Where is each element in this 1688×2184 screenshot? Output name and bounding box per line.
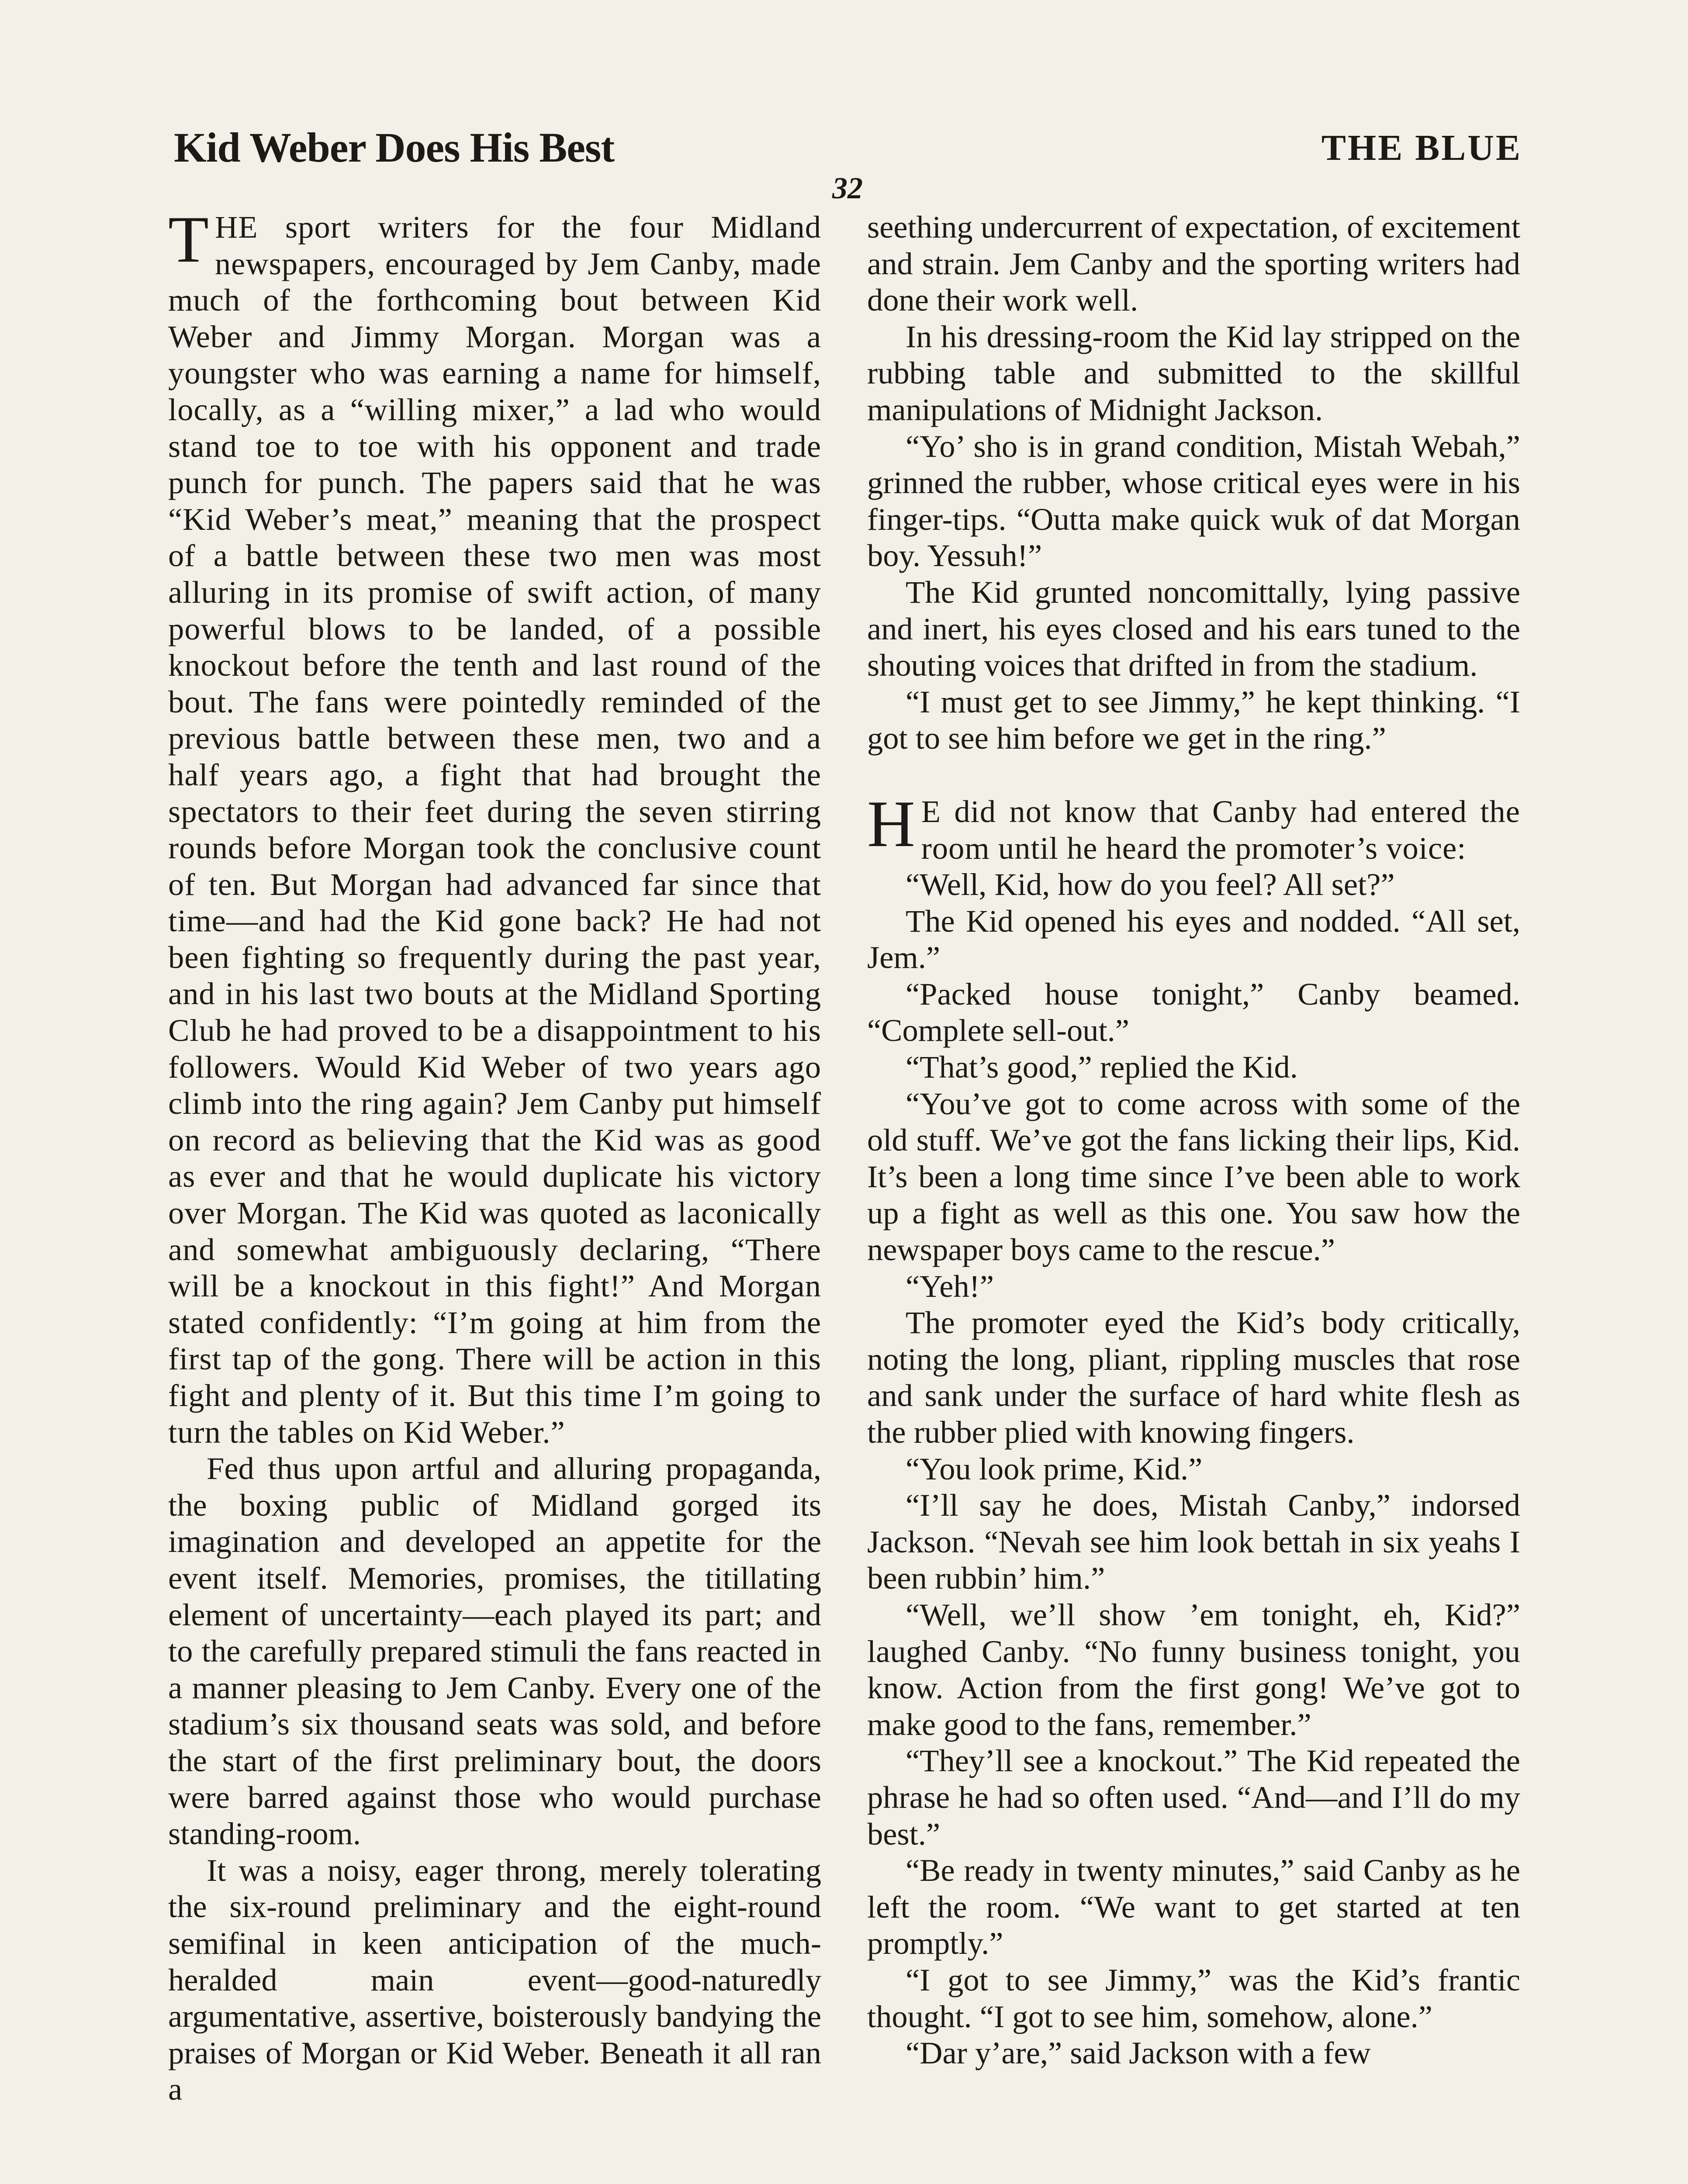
drop-cap: H xyxy=(867,787,915,860)
paragraph: “I’ll say he does, Mistah Canby,” indorsed Jackson. “Nevah see him look bettah in six yeahs I been rubbin’ him.” xyxy=(867,1487,1520,1596)
paragraph: The promoter eyed the Kid’s body critically, noting the long, pliant, rippling muscles that rose and sank under the surface of hard white flesh as the rubber plied with knowing fingers. xyxy=(867,1305,1520,1450)
magazine-name: THE BLUE xyxy=(1321,128,1522,168)
paragraph: “That’s good,” replied the Kid. xyxy=(906,1049,1298,1085)
story-title: Kid Weber Does His Best xyxy=(174,124,615,171)
paragraph: “You look prime, Kid.” xyxy=(906,1451,1203,1486)
paragraph: The Kid grunted noncomittally, lying passive and inert, his eyes closed and his ears tuned to the shouting voices that drifted in from the stadium. xyxy=(867,574,1520,683)
paragraph-text: HE sport writers for the four Midland newspapers, encouraged by Jem Canby, made much of the forthcoming bout between Kid Weber and Jimmy Morgan. Morgan was a youngster who was earning a name for himself, locally, as a “willing mixer,” a lad who would stand toe to toe with his opponent and trade punch for punch. The papers said that he was “Kid Weber’s meat,” meaning that the prospect of a battle between these two men was most alluring in its promise of swift action, of many powerful blows to be landed, of a possible knockout before the tenth and last round of the bout. The fans were pointedly reminded of the previous battle between these men, two and a half years ago, a fight that had brought the spectators to their feet during the seven stirring rounds before Morgan took the conclusive count of ten. But Morgan had advanced far since that time—and had the Kid gone back? He had not been fighting so frequently during the past year, and in his last two bouts at the Midland Sporting Club he had proved to be a disappointment to his followers. Would Kid Weber of two years ago climb into the ring again? Jem Canby put himself on record as believing that the Kid was as good as ever and that he would duplicate his victory over Morgan. The Kid was quoted as laconically and somewhat ambiguously declaring, “There will be a knockout in this fight!” And Morgan stated confidently: “I’m going at him from the first tap of the gong. There will be action in this fight and plenty of it. But this time I’m going to turn the tables on Kid Weber.” xyxy=(168,209,821,1450)
section-break xyxy=(867,757,1520,793)
paragraph: Fed thus upon artful and alluring propaganda, the boxing public of Midland gorged its imagination and developed an appetite for the event itself. Memories, promises, the titillating element of uncertainty—each played its part; and to the carefully prepared stimuli the fans reacted in a manner pleasing to Jem Canby. Every one of the stadium’s six thousand seats was sold, and before the start of the first preliminary bout, the doors were barred against those who would purchase standing-room. xyxy=(168,1451,821,1852)
paragraph: “Well, we’ll show ’em tonight, eh, Kid?” laughed Canby. “No funny business tonight, you know. Action from the first gong! We’ve got to make good to the fans, remember.” xyxy=(867,1597,1520,1742)
paragraph-text: E did not know that Canby had entered the room until he heard the promoter’s voice: xyxy=(921,793,1520,866)
paragraph: In his dressing-room the Kid lay stripped on the rubbing table and submitted to the skillful manipulations of Midnight Jackson. xyxy=(867,318,1520,427)
paragraph: “I got to see Jimmy,” was the Kid’s frantic thought. “I got to see him, somehow, alone.” xyxy=(867,1962,1520,2034)
drop-cap: T xyxy=(168,203,209,276)
paragraph: The Kid opened his eyes and nodded. “All set, Jem.” xyxy=(867,903,1520,975)
right-column xyxy=(867,209,1520,2071)
paragraph xyxy=(867,787,1520,866)
paragraph: “I must get to see Jimmy,” he kept thinking. “I got to see him before we get in the ring.” xyxy=(867,684,1520,756)
left-column xyxy=(168,203,821,2108)
page-number: 32 xyxy=(832,172,863,205)
paragraph: seething undercurrent of expectation, of excitement and strain. Jem Canby and the sporting writers had done their work well. xyxy=(867,209,1520,318)
paragraph: “Yo’ sho is in grand condition, Mistah Webah,” grinned the rubber, whose critical eyes were in his finger-tips. “Outta make quick wuk of dat Morgan boy. Yessuh!” xyxy=(867,428,1520,574)
paragraph: “Yeh!” xyxy=(906,1268,994,1304)
paragraph: “You’ve got to come across with some of the old stuff. We’ve got the fans licking their lips, Kid. It’s been a long time since I’ve been able to work up a fight as well as this one. You saw how the newspaper boys came to the rescue.” xyxy=(867,1085,1520,1268)
paragraph: “Well, Kid, how do you feel? All set?” xyxy=(906,867,1395,902)
paragraph xyxy=(168,203,821,1450)
paragraph: It was a noisy, eager throng, merely tolerating the six-round preliminary and the eight-round semifinal in keen anticipation of the much-heralded main event—good-naturedly argumentative, assertive, boisterously bandying the praises of Morgan or Kid Weber. Beneath it all ran a xyxy=(168,1852,821,2107)
paragraph: “Be ready in twenty minutes,” said Canby as he left the room. “We want to get started at ten promptly.” xyxy=(867,1852,1520,1961)
paragraph: “Packed house tonight,” Canby beamed. “Complete sell-out.” xyxy=(867,976,1520,1048)
paragraph: “Dar y’are,” said Jackson with a few xyxy=(906,2035,1371,2071)
paragraph: “They’ll see a knockout.” The Kid repeated the phrase he had so often used. “And—and I’ll do my best.” xyxy=(867,1743,1520,1852)
